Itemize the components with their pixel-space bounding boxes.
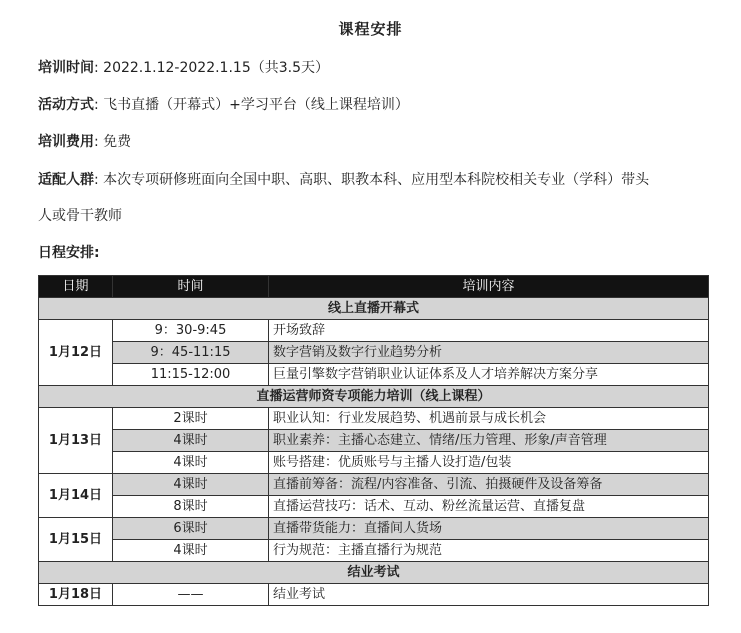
content-cell: 职业认知：行业发展趋势、机遇前景与成长机会 bbox=[269, 408, 709, 430]
time-cell: 4课时 bbox=[113, 430, 269, 452]
time-cell: —— bbox=[113, 584, 269, 606]
content-cell: 巨量引擎数字营销职业认证体系及人才培养解决方案分享 bbox=[269, 364, 709, 386]
header-time: 时间 bbox=[113, 276, 269, 298]
schedule-label: 日程安排: bbox=[38, 245, 100, 261]
table-row bbox=[39, 408, 709, 430]
time-cell: 4课时 bbox=[113, 540, 269, 562]
content-cell: 数字营销及数字行业趋势分析 bbox=[269, 342, 709, 364]
section-row bbox=[39, 298, 709, 320]
table-row bbox=[39, 474, 709, 496]
time-cell: 2课时 bbox=[113, 408, 269, 430]
time-cell: 9：30-9:45 bbox=[113, 320, 269, 342]
header-content: 培训内容 bbox=[269, 276, 709, 298]
date-cell: 1月12日 bbox=[39, 320, 113, 386]
training-time-label: 培训时间 bbox=[38, 60, 94, 76]
section-row bbox=[39, 386, 709, 408]
info-training-time bbox=[38, 58, 329, 78]
schedule-table bbox=[38, 275, 709, 606]
content-cell: 直播运营技巧：话术、互动、粉丝流量运营、直播复盘 bbox=[269, 496, 709, 518]
training-fee-label: 培训费用 bbox=[38, 134, 94, 150]
activity-mode-value: 飞书直播（开幕式）+学习平台（线上课程培训） bbox=[103, 97, 409, 113]
time-cell: 8课时 bbox=[113, 496, 269, 518]
schedule-heading bbox=[38, 243, 100, 263]
table-row bbox=[39, 342, 709, 364]
section-opening: 线上直播开幕式 bbox=[39, 298, 709, 320]
table-row bbox=[39, 364, 709, 386]
table-row bbox=[39, 496, 709, 518]
content-cell: 结业考试 bbox=[269, 584, 709, 606]
colon: : bbox=[94, 172, 99, 188]
content-cell: 直播带货能力：直播间人货场 bbox=[269, 518, 709, 540]
time-cell: 6课时 bbox=[113, 518, 269, 540]
date-cell: 1月14日 bbox=[39, 474, 113, 518]
colon: : bbox=[94, 134, 99, 150]
page-title: 课程安排 bbox=[338, 20, 403, 38]
time-cell: 4课时 bbox=[113, 474, 269, 496]
date-cell: 1月15日 bbox=[39, 518, 113, 562]
audience-value-line2: 人或骨干教师 bbox=[38, 208, 122, 224]
content-cell: 直播前筹备：流程/内容准备、引流、拍摄硬件及设备筹备 bbox=[269, 474, 709, 496]
date-cell: 1月13日 bbox=[39, 408, 113, 474]
audience-value-line1: 本次专项研修班面向全国中职、高职、职教本科、应用型本科院校相关专业（学科）带头 bbox=[103, 172, 650, 188]
content-cell: 职业素养：主播心态建立、情绪/压力管理、形象/声音管理 bbox=[269, 430, 709, 452]
info-audience bbox=[38, 170, 649, 190]
time-cell: 4课时 bbox=[113, 452, 269, 474]
content-cell: 账号搭建：优质账号与主播人设打造/包装 bbox=[269, 452, 709, 474]
content-cell: 开场致辞 bbox=[269, 320, 709, 342]
training-fee-value: 免费 bbox=[103, 134, 132, 150]
time-cell: 9：45-11:15 bbox=[113, 342, 269, 364]
table-row bbox=[39, 540, 709, 562]
section-row bbox=[39, 562, 709, 584]
table-row bbox=[39, 584, 709, 606]
table-row bbox=[39, 518, 709, 540]
header-date: 日期 bbox=[39, 276, 113, 298]
table-header-row bbox=[39, 276, 709, 298]
content-cell: 行为规范：主播直播行为规范 bbox=[269, 540, 709, 562]
table-row bbox=[39, 430, 709, 452]
info-training-fee bbox=[38, 132, 131, 152]
colon: : bbox=[94, 97, 99, 113]
activity-mode-label: 活动方式 bbox=[38, 97, 94, 113]
date-cell: 1月18日 bbox=[39, 584, 113, 606]
section-exam: 结业考试 bbox=[39, 562, 709, 584]
section-training: 直播运营师资专项能力培训（线上课程） bbox=[39, 386, 709, 408]
training-time-value: 2022.1.12-2022.1.15（共3.5天） bbox=[103, 60, 329, 76]
audience-label: 适配人群 bbox=[38, 172, 94, 188]
table-row bbox=[39, 320, 709, 342]
time-cell: 11:15-12:00 bbox=[113, 364, 269, 386]
info-activity-mode bbox=[38, 95, 409, 115]
colon: : bbox=[94, 60, 99, 76]
table-row bbox=[39, 452, 709, 474]
